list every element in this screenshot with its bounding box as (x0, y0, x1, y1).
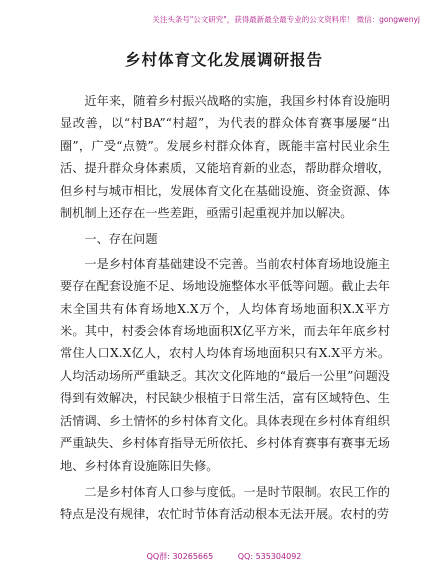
point-1-paragraph: 一是乡村体育基础建设不完善。当前农村体育场地设施主要存在配套设施不足、场地设施整体水平低等问题。截止去年末全国共有体育场地X.X万个，人均体育场地面积X.X平方米。其中，村委会体育场地面积X亿平方米，而去年年底乡村常住人口X.X亿人，农村人均体育场地面积只有X.X平方米。人均活动场所严重缺乏。其次文化阵地的“最后一公里”问题没得到有效解决，村民缺少根植于日常生活，富有区域特色、生活情调、乡土情怀的乡村体育文化。具体表现在乡村体育组织严重缺失、乡村体育指导无所依托、乡村体育赛事有赛事无场地、乡村体育设施陈旧失修。 (60, 256, 390, 473)
footer-contact (0, 551, 448, 562)
document-title: 乡村体育文化发展调研报告 (124, 51, 323, 69)
section-heading: 一、存在问题 (84, 232, 158, 247)
intro-paragraph: 近年来，随着乡村振兴战略的实施，我国乡村体育设施明显改善，以“村BA”“村超”，为代表的群众体育赛事屡屡“出圈”，广受“点赞”。发展乡村群众体育，既能丰富村民业余生活、提升群众身体素质，又能培育新的业态，帮助群众增收，但乡村与城市相比，发展体育文化在基础设施、资金资源、体制机制上还存在一些差距，亟需引起重视并加以解决。 (60, 94, 390, 221)
document-body (60, 90, 390, 526)
footer-qq: QQ: 535304092 (237, 552, 302, 561)
point-2-paragraph: 二是乡村体育人口参与度低。一是时节限制。农民工作的特点是没有规律，农忙时节体育活动根本无法开展。农村的劳 (60, 484, 390, 522)
footer-qq-group: QQ群: 30265665 (146, 552, 214, 561)
header-promo-note: 关注头条号"公文研究"，获得最新最全最专业的公文资料库！ 微信：gongwenyj (152, 15, 420, 24)
